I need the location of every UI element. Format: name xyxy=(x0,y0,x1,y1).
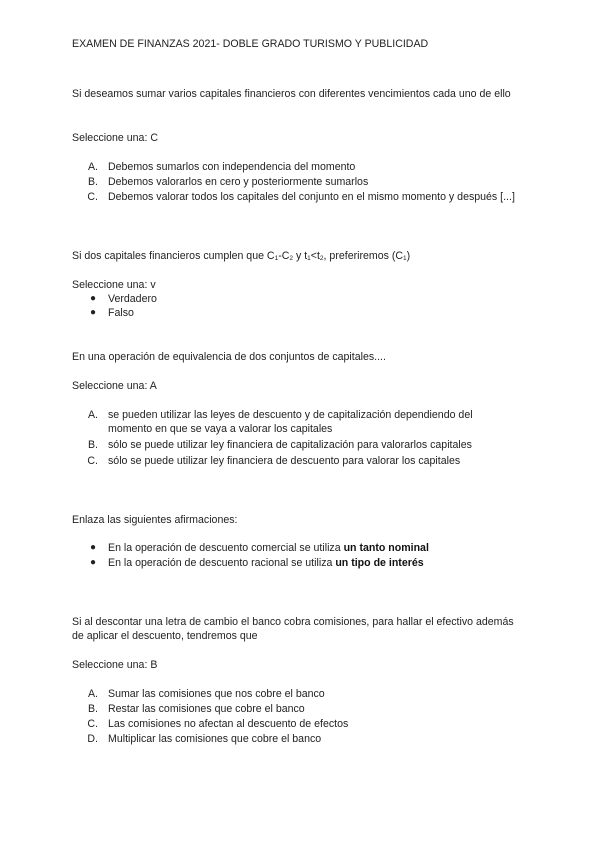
q5-option-a-marker: A. xyxy=(87,688,98,700)
q2-option-falso: Falso xyxy=(108,307,134,319)
question-1-text: Si deseamos sumar varios capitales financieros con diferentes vencimientos cada uno de ello xyxy=(72,88,511,100)
q2-option-2-bullet: ● xyxy=(89,307,97,318)
q5-option-d: Multiplicar las comisiones que cobre el banco xyxy=(108,733,322,745)
q3-option-c-marker: C. xyxy=(87,455,98,467)
question-1-answer: Seleccione una: C xyxy=(72,132,158,144)
q5-option-d-marker: D. xyxy=(87,733,98,745)
q1-option-b: Debemos valorarlos en cero y posteriormente sumarlos xyxy=(108,176,369,188)
q5-option-b-marker: B. xyxy=(87,703,98,715)
q3-option-b: sólo se puede utilizar ley financiera de capitalización para valorarlos capitales xyxy=(108,439,472,451)
question-3-answer: Seleccione una: A xyxy=(72,380,157,392)
q5-option-c: Las comisiones no afectan al descuento de efectos xyxy=(108,718,349,730)
q1-option-c-marker: C. xyxy=(87,191,98,203)
question-5-answer: Seleccione una: B xyxy=(72,659,158,671)
question-2-answer: Seleccione una: v xyxy=(72,279,156,291)
q4-item-racional: En la operación de descuento racional se utiliza un tipo de interés xyxy=(108,557,424,569)
q4-item-1-bullet: ● xyxy=(89,542,97,553)
q3-option-b-marker: B. xyxy=(87,439,98,451)
q2-option-1-bullet: ● xyxy=(89,293,97,304)
page-title: EXAMEN DE FINANZAS 2021- DOBLE GRADO TURISMO Y PUBLICIDAD xyxy=(72,38,429,50)
q1-option-b-marker: B. xyxy=(87,176,98,188)
q4-item-2-bullet: ● xyxy=(89,557,97,568)
q5-option-b: Restar las comisiones que cobre el banco xyxy=(108,703,305,715)
q5-option-c-marker: C. xyxy=(87,718,98,730)
question-3-text: En una operación de equivalencia de dos conjuntos de capitales.... xyxy=(72,351,386,363)
question-2-text: Si dos capitales financieros cumplen que $C_1-C_2$ y $t_1<t_2$, preferiremos $(C_1)$ xyxy=(72,250,411,262)
q4-item-comercial: En la operación de descuento comercial se utiliza un tanto nominal xyxy=(108,542,429,554)
q2-option-verdadero: Verdadero xyxy=(108,293,157,305)
q3-option-a-marker: A. xyxy=(87,409,98,421)
question-4-text: Enlaza las siguientes afirmaciones: xyxy=(72,514,238,526)
q1-option-a-marker: A. xyxy=(87,161,98,173)
q3-option-c: sólo se puede utilizar ley financiera de descuento para valorar los capitales xyxy=(108,455,461,467)
q3-option-a: se pueden utilizar las leyes de descuento y de capitalización dependiendo del momento en que se vaya a valorar los capitales xyxy=(108,409,473,435)
q1-option-c: Debemos valorar todos los capitales del conjunto en el mismo momento y después [...] xyxy=(108,191,515,203)
q5-option-a: Sumar las comisiones que nos cobre el banco xyxy=(108,688,325,700)
question-5-text: Si al descontar una letra de cambio el banco cobra comisiones, para hallar el efectivo además de aplicar el descuento, tendremos que xyxy=(72,616,514,642)
q1-option-a: Debemos sumarlos con independencia del momento xyxy=(108,161,356,173)
